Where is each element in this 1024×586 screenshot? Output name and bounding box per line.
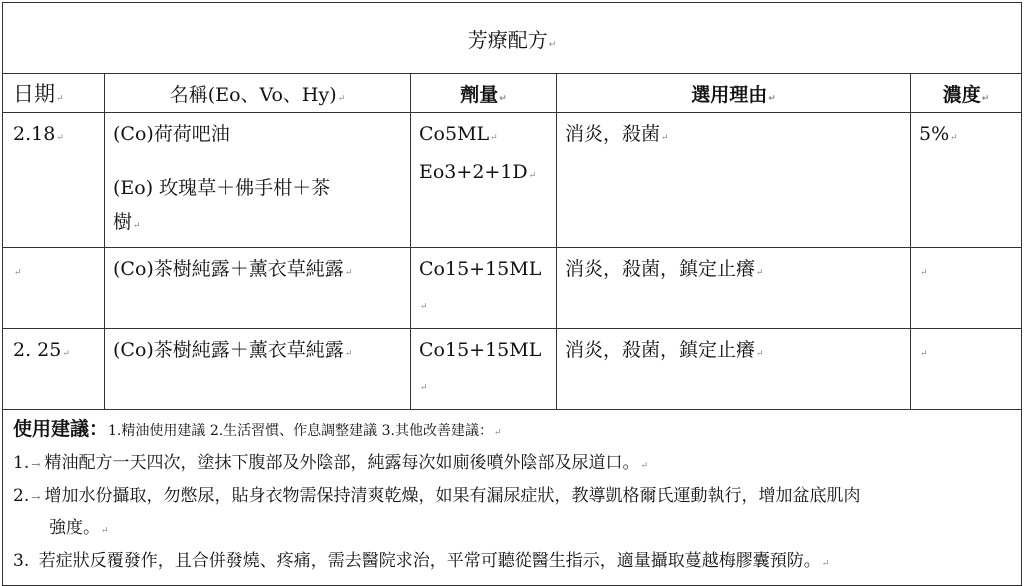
cell-date: 2.18↵ (3, 113, 105, 248)
advice-subheading: 1.精油使用建議 2.生活習慣、作息調整建議 3.其他改善建議： (108, 423, 493, 439)
advice-item-continuation: 強度。↵ (49, 518, 109, 538)
table-row (3, 329, 1022, 410)
advice-item: 2. → 增加水份攝取，勿憋尿，貼身衣物需保持清爽乾燥，如果有漏尿症狀，教導凱格爾氏運動執行，增加盆底肌肉 (13, 486, 861, 506)
cell-name: (Co)荷荷吧油 (Eo) 玫瑰草＋佛手柑＋茶 樹↵ (105, 113, 411, 248)
table-row (3, 113, 1022, 248)
cell-concentration: ↵ (911, 248, 1022, 329)
advice-cell (3, 410, 1022, 586)
table-title: 芳療配方 (467, 27, 548, 52)
cell-concentration: 5%↵ (911, 113, 1022, 248)
header-date: 日期↵ (3, 74, 105, 113)
advice-row (3, 410, 1022, 586)
table-row (3, 248, 1022, 329)
cell-date: 2. 25↵ (3, 329, 105, 410)
cell-concentration: ↵ (911, 329, 1022, 410)
cell-dose: Co5ML↵ Eo3+2+1D↵ (411, 113, 557, 248)
cell-name: (Co)茶樹純露＋薰衣草純露↵ (105, 329, 411, 410)
cell-dose: Co15+15ML ↵ (411, 329, 557, 410)
cell-reason: 消炎，殺菌，鎮定止癢↵ (557, 248, 911, 329)
table-title-cell: 芳療配方↵ (3, 3, 1022, 74)
header-concentration: 濃度↵ (911, 74, 1022, 113)
header-row (3, 74, 1022, 113)
header-reason: 選用理由↵ (557, 74, 911, 113)
header-name: 名稱(Eo、Vo、Hy)↵ (105, 74, 411, 113)
cell-date: ↵ (3, 248, 105, 329)
aromatherapy-recipe-sheet (2, 2, 1021, 573)
cell-dose: Co15+15ML ↵ (411, 248, 557, 329)
advice-item: 1. → 精油配方一天四次，塗抹下腹部及外陰部，純露每次如廁後噴外陰部及尿道口。↵ (13, 453, 648, 473)
advice-heading: 使用建議： (13, 418, 109, 440)
advice-heading-line: 使用建議：1.精油使用建議 2.生活習慣、作息調整建議 3.其他改善建議：↵ (13, 418, 502, 440)
cell-name: (Co)茶樹純露＋薰衣草純露↵ (105, 248, 411, 329)
recipe-table (2, 2, 1022, 586)
header-dose: 劑量↵ (411, 74, 557, 113)
advice-item: 3. 若症狀反覆發作，且合併發燒、疼痛，需去醫院求治，平常可聽從醫生指示，適量攝取蔓越梅膠囊預防。↵ (13, 551, 830, 571)
cell-reason: 消炎，殺菌↵ (557, 113, 911, 248)
cell-reason: 消炎，殺菌，鎮定止癢↵ (557, 329, 911, 410)
